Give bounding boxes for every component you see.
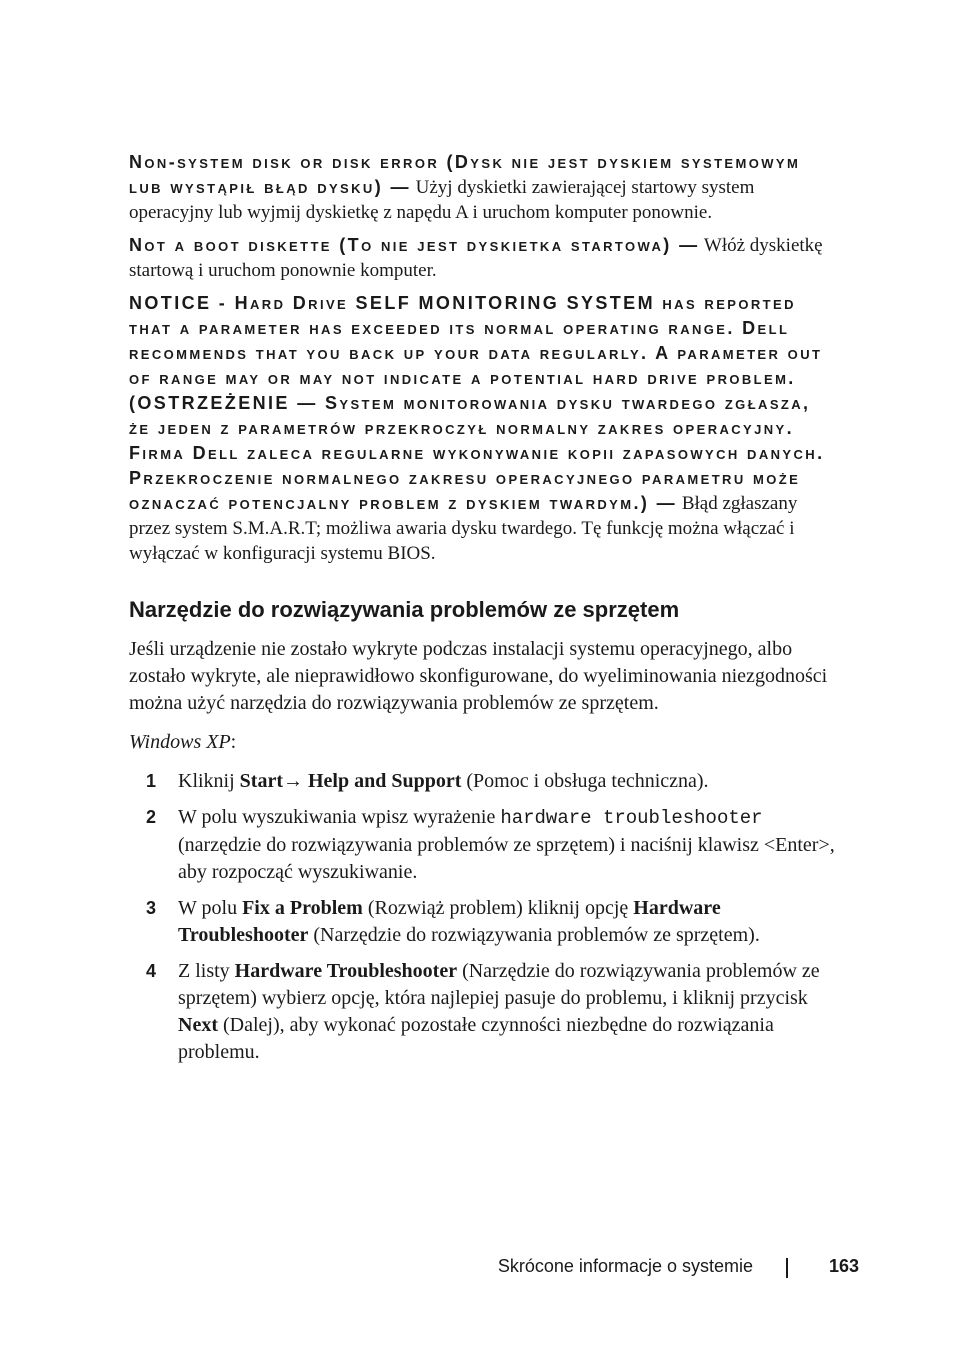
error-message-entry [129, 233, 839, 283]
step-text: W polu [178, 897, 243, 919]
step-text: (narzędzie do rozwiązywania problemów ze sprzętem) i naciśnij klawisz <Enter>, aby rozpocząć wyszukiwanie. [178, 834, 835, 883]
os-label: Windows XP [129, 731, 231, 753]
step-bold-text: Next [178, 1014, 218, 1036]
error-message-description: Włóż dyskietkę startową i uruchom ponownie komputer. [129, 235, 823, 281]
step-text: W polu wyszukiwania wpisz wyrażenie [178, 806, 501, 828]
page-content [129, 150, 839, 1075]
step-text: (Dalej), aby wykonać pozostałe czynności niezbędne do rozwiązania problemu. [178, 1014, 774, 1063]
step-bold-text: Start [239, 770, 283, 792]
step-item [129, 958, 839, 1066]
step-bold-text: Hardware Troubleshooter [234, 960, 458, 982]
step-text: (Rozwiąż problem) kliknij opcję [362, 897, 634, 919]
intro-paragraph: Jeśli urządzenie nie zostało wykryte podczas instalacji systemu operacyjnego, albo zostało wykryte, ale nieprawidłowo skonfigurowane, do wyeliminowania niezgodności można użyć narzędzia do rozwiązywania problemów ze sprzętem. [129, 638, 828, 714]
step-number: 1 [146, 771, 157, 791]
os-label-colon: : [230, 731, 237, 753]
step-number: 3 [146, 898, 157, 918]
step-item [129, 804, 839, 886]
step-bold-text: Hardware Troubleshooter [178, 897, 721, 946]
error-message-title: Not a boot diskette (To nie jest dyskietka startowa) — [129, 235, 700, 255]
footer-title: Skrócone informacje o systemie [497, 1256, 753, 1276]
step-item [129, 768, 839, 795]
step-text: (Narzędzie do rozwiązywania problemów ze sprzętem) wybierz opcję, która najlepiej pasuje do problemu, i kliknij przycisk [178, 960, 820, 1009]
error-message-title: NOTICE - Hard Drive SELF MONITORING SYSTEM has reported that a parameter has exceeded its normal operating range. Dell recommends that you back up your data regularly. A parameter out of range may or may not indicate a potential hard drive problem. (OSTRZEŻENIE — System monitorowania dysku twardego zgłasza, że jeden z parametrów przekroczył normalny zakres operacyjny. Firma Dell zaleca regularne wykonywanie kopii zapasowych danych. Przekroczenie normalnego zakresu operacyjnego parametru może oznaczać potencjalny problem z dyskiem twardym.) — [129, 293, 825, 513]
step-code-text: hardware troubleshooter [500, 807, 763, 829]
step-bold-text: Help and Support [308, 770, 462, 792]
os-label-line [129, 729, 839, 756]
error-message-title: Non-system disk or disk error (Dysk nie jest dyskiem systemowym lub wystąpił błąd dysku) — [129, 152, 801, 197]
step-bold-text: Fix a Problem [242, 897, 363, 919]
step-text: (Pomoc i obsługa techniczna). [461, 770, 709, 792]
step-text: (Narzędzie do rozwiązywania problemów ze sprzętem). [308, 924, 760, 946]
step-text: Kliknij [178, 770, 240, 792]
arrow-icon: → [283, 770, 308, 792]
error-message-description: Użyj dyskietki zawierającej startowy system operacyjny lub wyjmij dyskietkę z napędu A i uruchom komputer ponownie. [129, 177, 755, 223]
footer-separator [786, 1258, 788, 1278]
error-message-entry [129, 150, 839, 225]
step-item [129, 895, 839, 949]
procedure-steps [129, 768, 839, 1066]
error-message-entry [129, 291, 839, 566]
step-number: 4 [146, 961, 157, 981]
page-number: 163 [829, 1256, 860, 1276]
step-number: 2 [146, 807, 157, 827]
error-message-description: Błąd zgłaszany przez system S.M.A.R.T; możliwa awaria dysku twardego. Tę funkcję można włączać i wyłączać w konfiguracji systemu BIOS. [129, 493, 798, 564]
section-heading: Narzędzie do rozwiązywania problemów ze sprzętem [129, 597, 680, 622]
step-text: Z listy [178, 960, 235, 982]
